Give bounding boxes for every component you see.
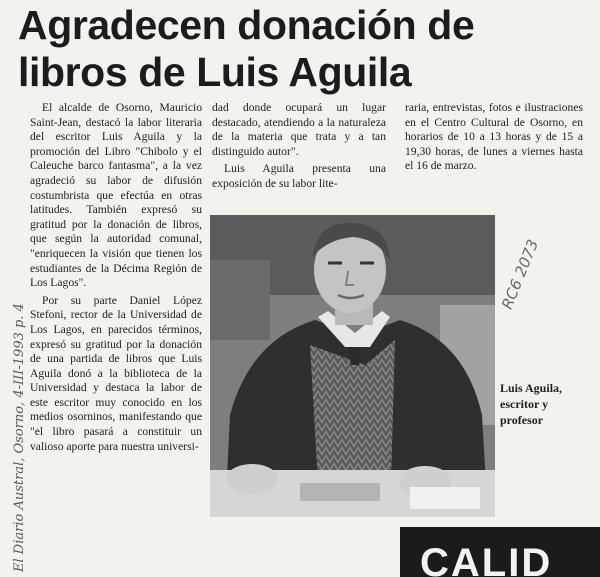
article-column-2 [212,101,386,195]
article-headline [18,2,593,96]
paragraph: raria, entrevistas, fotos e ilustraciones en el Centro Cultural de Osorno, en horarios de 10 a 13 horas y de 15 a 19,30 horas, de lunes a viernes hasta el 16 de marzo. [405,101,583,173]
catalog-stamp: RC6 2073 [498,236,543,312]
next-article-headline: CALID [420,541,553,577]
next-article-banner [400,527,600,577]
paragraph: El alcalde de Osorno, Mauricio Saint-Jean, destacó la labor literaria del escritor Luis Aguila y la promoción del Libro "Chibolo y el Caleuche barco fantasma", a la vez agradeció su labor de difusión costumbrista que efectúa en otras latitudes. También expresó su gratitud por la donación de libros, que según la autoridad comunal, "enriquecen la visión que tienen los estudiantes de la Décima Región de Los Lagos". [30,101,202,290]
photo-caption: Luis Aguila, escritor y profesor [500,381,563,427]
headline-line-2: libros de Luis Aguila [18,49,412,95]
handwritten-source-note: El Diario Austral, Osorno, 4-III-1993 p. 4 [12,303,27,572]
paragraph: dad donde ocupará un lugar destacado, atendiendo a la naturaleza de la materia que trata y a tan distinguido autor". [212,101,386,158]
paragraph: Luis Aguila presenta una exposición de su labor lite- [212,162,386,190]
headline-line-1: Agradecen donación de [18,2,475,48]
author-photo [210,215,495,517]
author-portrait-image [210,215,495,517]
paragraph: Por su parte Daniel López Stefoni, rector de la Universidad de Los Lagos, en parecidos términos, expresó su gratitud por la donación de una partida de libros que Luis Aguila donó a la biblioteca de la Universidad y destaca la labor de este escritor muy conocido en los medios osorninos, manifestando que "el libro pasará a constituir un valioso aporte para nuestra universi- [30,293,202,453]
article-column-3 [405,101,583,177]
article-column-1 [30,101,202,457]
